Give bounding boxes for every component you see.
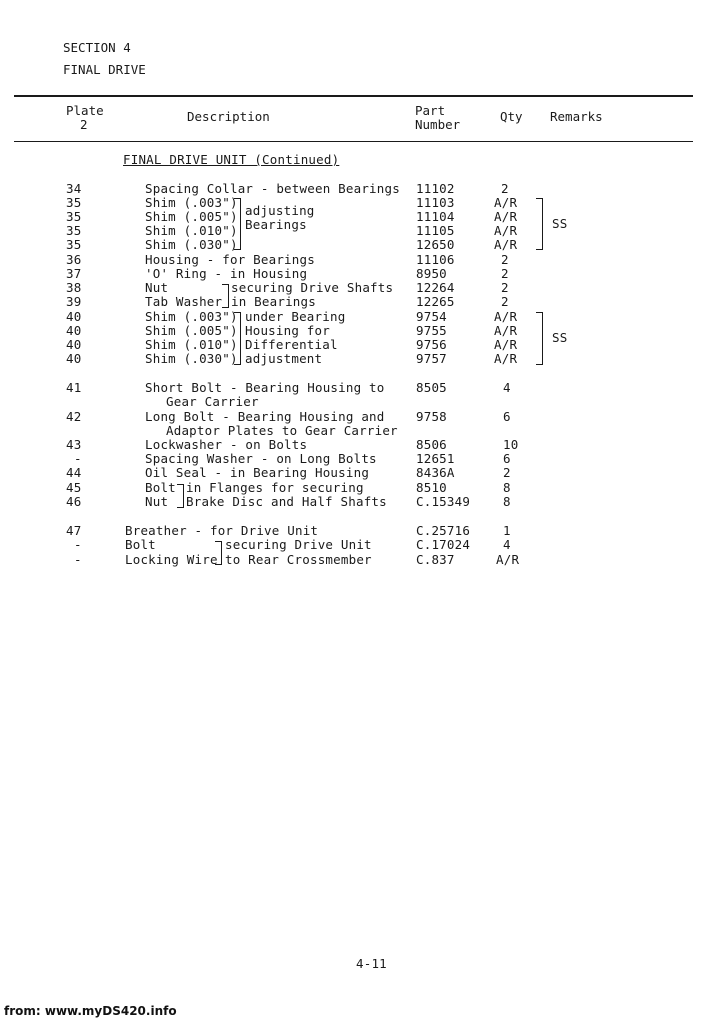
row-plate: 35 <box>66 195 82 210</box>
row-desc: Shim (.010") <box>145 223 238 238</box>
row-qty: A/R <box>494 323 518 338</box>
row-part: 9754 <box>416 309 447 324</box>
row-plate: - <box>74 552 82 567</box>
row-qty: 10 <box>503 437 519 452</box>
group-bracket <box>177 484 184 508</box>
row-plate: 45 <box>66 480 82 495</box>
row-part: 8505 <box>416 380 447 395</box>
row-qty: A/R <box>494 237 518 252</box>
row-part: 8506 <box>416 437 447 452</box>
source-footer: from: www.myDS420.info <box>4 1004 177 1018</box>
group-note: under Bearing <box>245 309 346 324</box>
row-part: 11105 <box>416 223 455 238</box>
top-rule <box>14 95 693 97</box>
row-desc-cont: Adaptor Plates to Gear Carrier <box>166 423 398 438</box>
row-qty: 8 <box>503 480 511 495</box>
row-plate: - <box>74 451 82 466</box>
row-qty: 2 <box>503 465 511 480</box>
col-part-line1: Part <box>415 103 446 118</box>
page-number: 4-11 <box>356 956 387 971</box>
row-desc: Spacing Washer - on Long Bolts <box>145 451 377 466</box>
row-plate: 39 <box>66 294 82 309</box>
col-qty: Qty <box>500 109 523 124</box>
row-part: 9755 <box>416 323 447 338</box>
row-part: 12651 <box>416 451 455 466</box>
row-qty: A/R <box>494 195 518 210</box>
row-desc: 'O' Ring - in Housing <box>145 266 308 281</box>
group-note: Bearings <box>245 217 307 232</box>
row-qty: 4 <box>503 380 511 395</box>
row-part: 11102 <box>416 181 455 196</box>
row-plate: 43 <box>66 437 82 452</box>
row-part: 11103 <box>416 195 455 210</box>
group-bracket <box>234 312 241 365</box>
row-desc: Short Bolt - Bearing Housing to <box>145 380 385 395</box>
row-desc: Breather - for Drive Unit <box>125 523 319 538</box>
group-note: adjusting <box>245 203 315 218</box>
row-desc: Tab Washer <box>145 294 223 309</box>
row-plate: 34 <box>66 181 82 196</box>
row-qty: 6 <box>503 451 511 466</box>
row-plate: 35 <box>66 237 82 252</box>
group-bracket <box>222 284 229 308</box>
row-qty: A/R <box>496 552 520 567</box>
row-desc: Bolt <box>145 480 176 495</box>
page-title: FINAL DRIVE <box>63 62 146 77</box>
row-desc: Shim (.005") <box>145 323 238 338</box>
row-qty: 2 <box>501 252 509 267</box>
row-desc: Nut <box>145 280 169 295</box>
row-desc: Long Bolt - Bearing Housing and <box>145 409 385 424</box>
row-desc: Shim (.030") <box>145 237 238 252</box>
section-label: SECTION 4 <box>63 40 131 55</box>
row-desc: Spacing Collar - between Bearings <box>145 181 400 196</box>
row-qty: 2 <box>501 266 509 281</box>
row-plate: 38 <box>66 280 82 295</box>
row-plate: - <box>74 537 82 552</box>
group-bracket <box>234 198 241 250</box>
row-plate: 37 <box>66 266 82 281</box>
group-note: in Flanges for securing <box>186 480 364 495</box>
row-qty: 2 <box>501 280 509 295</box>
group-note: in Bearings <box>231 294 316 309</box>
row-part: 12265 <box>416 294 455 309</box>
row-plate: 46 <box>66 494 82 509</box>
row-qty: 6 <box>503 409 511 424</box>
group-note: Housing for <box>245 323 330 338</box>
row-desc: Shim (.003") <box>145 309 238 324</box>
row-plate: 36 <box>66 252 82 267</box>
row-qty: 1 <box>503 523 511 538</box>
row-part: 11104 <box>416 209 455 224</box>
row-qty: 4 <box>503 537 511 552</box>
row-part: 8510 <box>416 480 447 495</box>
row-desc: Housing - for Bearings <box>145 252 315 267</box>
row-plate: 41 <box>66 380 82 395</box>
row-qty: 2 <box>501 181 509 196</box>
row-plate: 35 <box>66 223 82 238</box>
row-qty: A/R <box>494 351 518 366</box>
row-part: 12650 <box>416 237 455 252</box>
group-note: Differential <box>245 337 338 352</box>
group-bracket <box>215 541 222 565</box>
row-qty: A/R <box>494 223 518 238</box>
row-part: C.15349 <box>416 494 471 509</box>
group-note: to Rear Crossmember <box>225 552 372 567</box>
col-plate-line2: 2 <box>80 117 88 132</box>
row-qty: A/R <box>494 209 518 224</box>
row-desc: Locking Wire <box>125 552 218 567</box>
group-note: securing Drive Unit <box>225 537 372 552</box>
subheading: FINAL DRIVE UNIT (Continued) <box>123 152 340 167</box>
row-qty: A/R <box>494 309 518 324</box>
row-plate: 42 <box>66 409 82 424</box>
row-plate: 35 <box>66 209 82 224</box>
row-desc: Lockwasher - on Bolts <box>145 437 308 452</box>
group-note: adjustment <box>245 351 323 366</box>
row-plate: 40 <box>66 351 82 366</box>
row-part: 12264 <box>416 280 455 295</box>
row-plate: 40 <box>66 309 82 324</box>
row-part: C.837 <box>416 552 455 567</box>
row-desc: Shim (.030") <box>145 351 238 366</box>
row-part: 11106 <box>416 252 455 267</box>
row-desc: Oil Seal - in Bearing Housing <box>145 465 370 480</box>
group-note: securing Drive Shafts <box>231 280 394 295</box>
row-plate: 47 <box>66 523 82 538</box>
remarks-bracket <box>536 198 543 250</box>
row-qty: 8 <box>503 494 511 509</box>
remarks-bracket <box>536 312 543 365</box>
col-description: Description <box>187 109 270 124</box>
row-desc: Shim (.010") <box>145 337 238 352</box>
row-part: C.25716 <box>416 523 471 538</box>
remarks-ss: SS <box>552 216 568 231</box>
row-part: 8436A <box>416 465 455 480</box>
row-part: 9758 <box>416 409 447 424</box>
row-part: 9757 <box>416 351 447 366</box>
row-desc: Shim (.003") <box>145 195 238 210</box>
col-plate-line1: Plate <box>66 103 104 118</box>
row-plate: 44 <box>66 465 82 480</box>
col-part-line2: Number <box>415 117 461 132</box>
row-part: 9756 <box>416 337 447 352</box>
row-part: C.17024 <box>416 537 471 552</box>
row-desc: Shim (.005") <box>145 209 238 224</box>
row-part: 8950 <box>416 266 447 281</box>
group-note: Brake Disc and Half Shafts <box>186 494 387 509</box>
row-desc: Nut <box>145 494 169 509</box>
row-desc-cont: Gear Carrier <box>166 394 259 409</box>
header-rule <box>14 141 693 142</box>
row-plate: 40 <box>66 337 82 352</box>
row-desc: Bolt <box>125 537 156 552</box>
remarks-ss: SS <box>552 330 568 345</box>
row-qty: 2 <box>501 294 509 309</box>
col-remarks: Remarks <box>550 109 603 124</box>
row-qty: A/R <box>494 337 518 352</box>
row-plate: 40 <box>66 323 82 338</box>
